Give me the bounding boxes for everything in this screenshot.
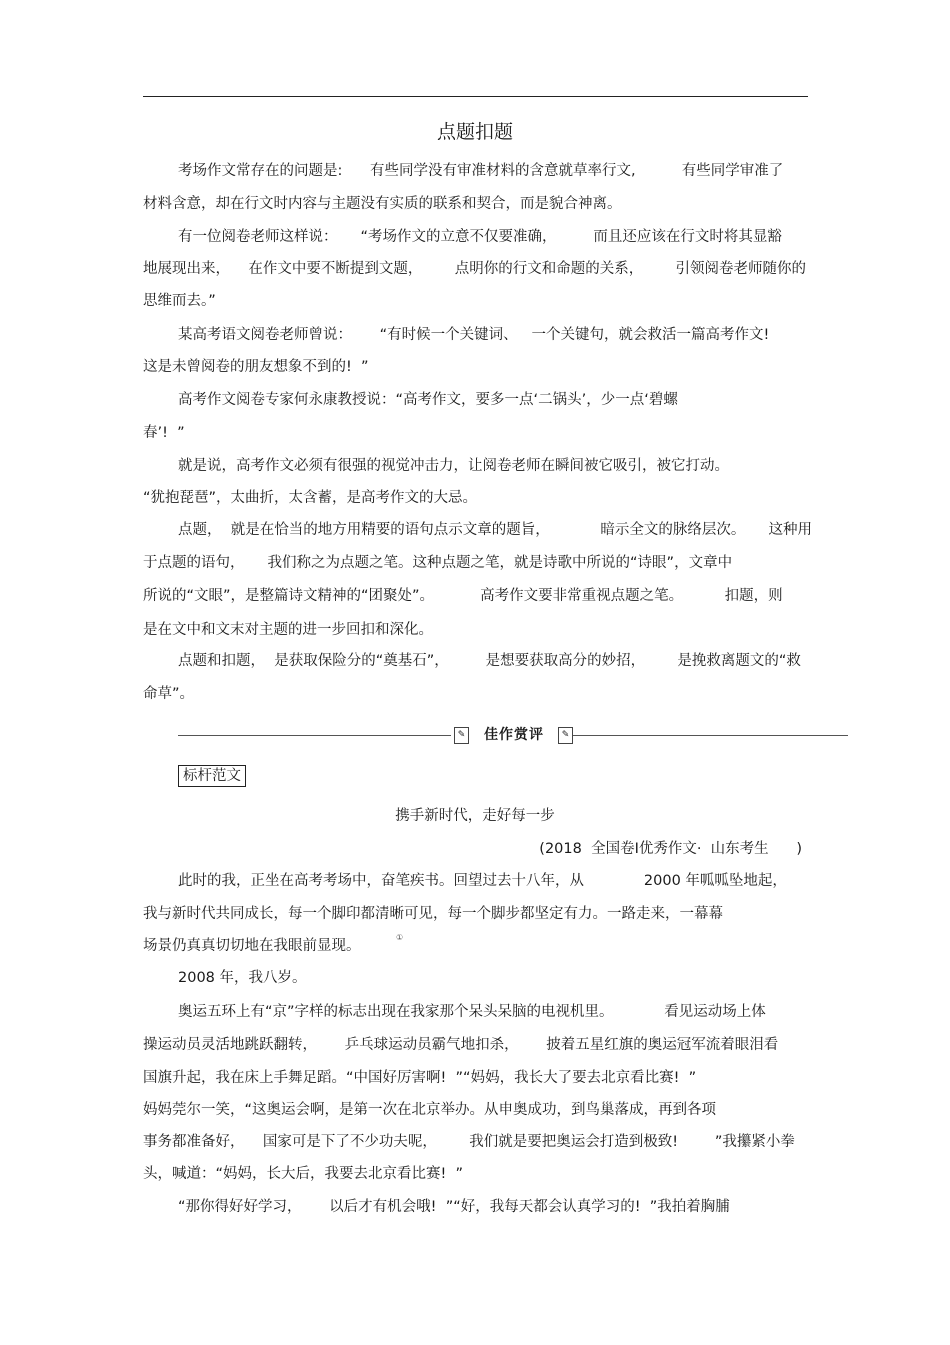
text-line: 我与新时代共同成长，每一个脚印都清晰可见，每一个脚步都坚定有力。一路走来，一幕幕 bbox=[143, 906, 723, 922]
text-line: 高考作文阅卷专家何永康教授说：“高考作文，要多一点‘二锅头’，少一点‘碧螺 bbox=[178, 392, 678, 408]
text-line: 于点题的语句， 我们称之为点题之笔。这种点题之笔，就是诗歌中所说的“诗眼”，文章中 bbox=[143, 555, 733, 571]
text-line: 考场作文常存在的问题是: 有些同学没有审准材料的含意就草率行文, 有些同学审准了 bbox=[178, 163, 784, 179]
text-line: 场景仍真真切切地在我眼前显现。 bbox=[143, 938, 361, 954]
text-line: 妈妈莞尔一笑，“这奥运会啊，是第一次在北京举办。从申奥成功，到鸟巢落成，再到各项 bbox=[143, 1102, 717, 1118]
footnote-mark: ① bbox=[396, 933, 404, 942]
section-label: 佳作赏评 bbox=[484, 727, 544, 743]
text-line: 有一位阅卷老师这样说： “考场作文的立意不仅要准确， 而且还应该在行文时将其显豁 bbox=[178, 229, 782, 245]
page-title: 点题扣题 bbox=[436, 121, 513, 143]
text-line: 事务都准备好， 国家可是下了不少功夫呢， 我们就是要把奥运会打造到极致! ”我攥紧小拳 bbox=[143, 1134, 795, 1150]
text-line: 地展现出来， 在作文中要不断提到文题， 点明你的行文和命题的关系， 引领阅卷老师随你的 bbox=[143, 261, 806, 277]
text-line: 就是说，高考作文必须有很强的视觉冲击力，让阅卷老师在瞬间被它吸引，被它打动。 bbox=[178, 458, 729, 474]
section-divider bbox=[178, 726, 848, 746]
text-line: 操运动员灵活地跳跃翻转， 乒乓球运动员霸气地扣杀， 披着五星红旗的奥运冠军流着眼泪看 bbox=[143, 1037, 779, 1053]
pen-icon: ✎ bbox=[454, 727, 469, 744]
text-line: 奥运五环上有“京”字样的标志出现在我家那个呆头呆脑的电视机里。 看见运动场上体 bbox=[178, 1004, 766, 1020]
text-line: 命草”。 bbox=[143, 686, 195, 702]
text-line: 这是未曾阅卷的朋友想象不到的! ” bbox=[143, 359, 369, 375]
text-line: 思维而去。” bbox=[143, 293, 216, 309]
text-line: 此时的我，正坐在高考考场中，奋笔疾书。回望过去十八年，从 2000 年呱呱坠地起， bbox=[178, 873, 787, 889]
text-line: 材料含意，却在行文时内容与主题没有实质的联系和契合，而是貌合神离。 bbox=[143, 196, 622, 212]
text-line: 头，喊道：“妈妈，长大后，我要去北京看比赛! ” bbox=[143, 1166, 464, 1182]
pen-icon: ✎ bbox=[558, 727, 573, 744]
top-rule bbox=[143, 96, 808, 97]
essay-source: (2018 全国卷Ⅰ优秀作文· 山东考生 ) bbox=[539, 841, 802, 857]
text-line: 2008 年，我八岁。 bbox=[178, 970, 307, 986]
divider-line-right bbox=[573, 735, 848, 736]
essay-title: 携手新时代，走好每一步 bbox=[395, 808, 555, 824]
text-line: 所说的“文眼”，是整篇诗文精神的“团聚处”。 高考作文要非常重视点题之笔。 扣题，则 bbox=[143, 588, 783, 604]
text-line: 是在文中和文末对主题的进一步回扣和深化。 bbox=[143, 622, 433, 638]
divider-line-left bbox=[178, 735, 451, 736]
text-line: “那你得好好学习， 以后才有机会哦! ”“好，我每天都会认真学习的! ”我拍着胸脯 bbox=[178, 1199, 730, 1215]
text-line: 点题， 就是在恰当的地方用精要的语句点示文章的题旨， 暗示全文的脉络层次。 这种用 bbox=[178, 522, 812, 538]
text-line: “犹抱琵琶”，太曲折，太含蓄，是高考作文的大忌。 bbox=[143, 490, 478, 506]
text-line: 某高考语文阅卷老师曾说： “有时候一个关键词、 一个关键句，就会救活一篇高考作文! bbox=[178, 327, 770, 343]
model-essay-tag: 标杆范文 bbox=[178, 765, 246, 787]
text-line: 国旗升起，我在床上手舞足蹈。“中国好厉害啊! ”“妈妈，我长大了要去北京看比赛! ” bbox=[143, 1070, 697, 1086]
text-line: 春’! ” bbox=[143, 425, 185, 441]
text-line: 点题和扣题， 是获取保险分的“奠基石”， 是想要获取高分的妙招， 是挽救离题文的“救 bbox=[178, 653, 801, 669]
